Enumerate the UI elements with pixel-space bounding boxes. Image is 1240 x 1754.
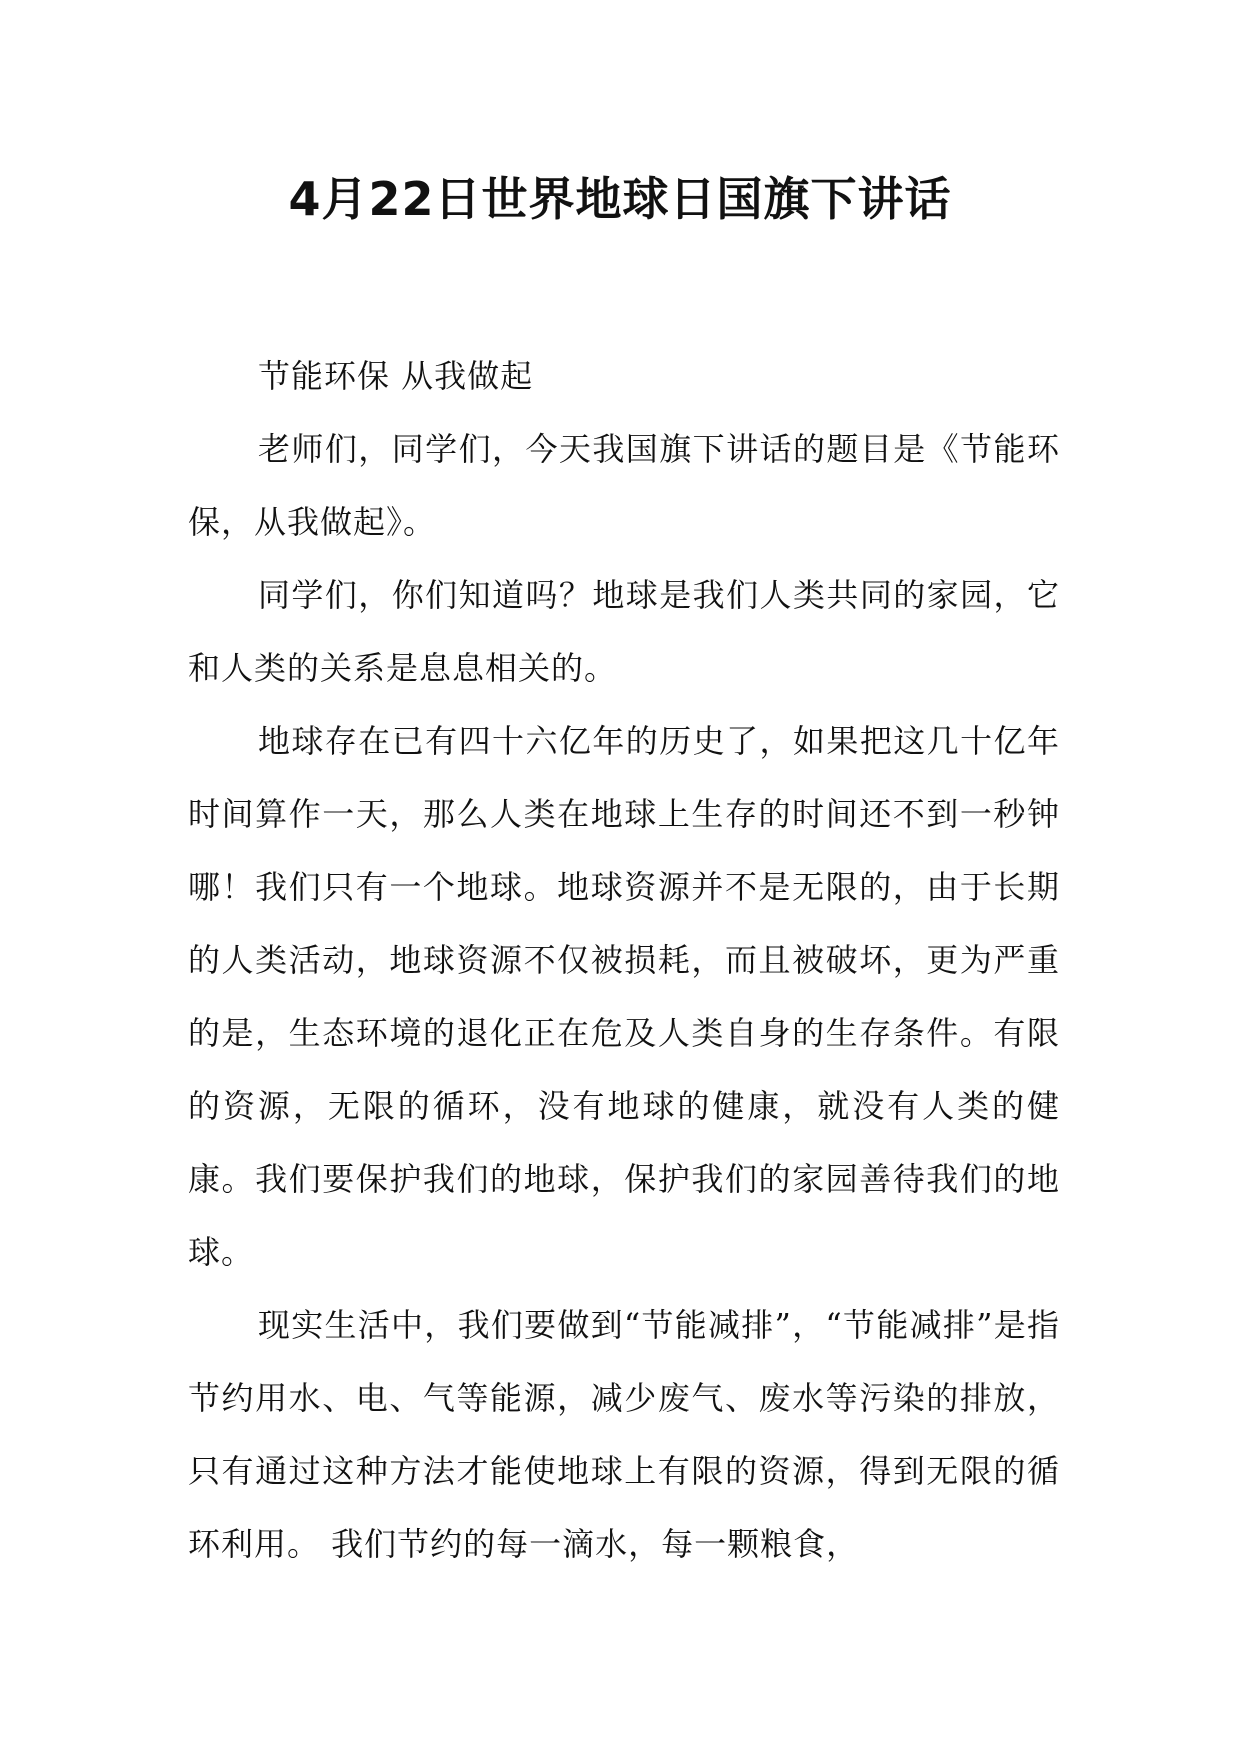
- paragraph-greeting: 老师们，同学们，今天我国旗下讲话的题目是《节能环保，从我做起》。: [188, 430, 1060, 541]
- paragraph-earth-history: 地球存在已有四十六亿年的历史了，如果把这几十亿年时间算作一天，那么人类在地球上生存的时间还不到一秒钟哪！我们只有一个地球。地球资源并不是无限的，由于长期的人类活动，地球资源不仅被损耗，而且被破坏，更为严重的是，生态环境的退化正在危及人类自身的生存条件。有限的资源，无限的循环，没有地球的健康，就没有人类的健康。我们要保护我们的地球，保护我们的家园善待我们的地球。: [188, 722, 1060, 1271]
- paragraph-energy-saving: 现实生活中，我们要做到“节能减排”，“节能减排”是指节约用水、电、气等能源，减少废气、废水等污染的排放，只有通过这种方法才能使地球上有限的资源，得到无限的循环利用。 我们节约的每一滴水，每一颗粮食，: [188, 1306, 1060, 1563]
- document-body: [188, 340, 1060, 1581]
- paragraph-subtitle: 节能环保 从我做起: [258, 357, 534, 395]
- paragraph-earth-home: 同学们，你们知道吗？地球是我们人类共同的家园，它和人类的关系是息息相关的。: [188, 576, 1060, 687]
- document-title: 4月22日世界地球日国旗下讲话: [288, 172, 952, 226]
